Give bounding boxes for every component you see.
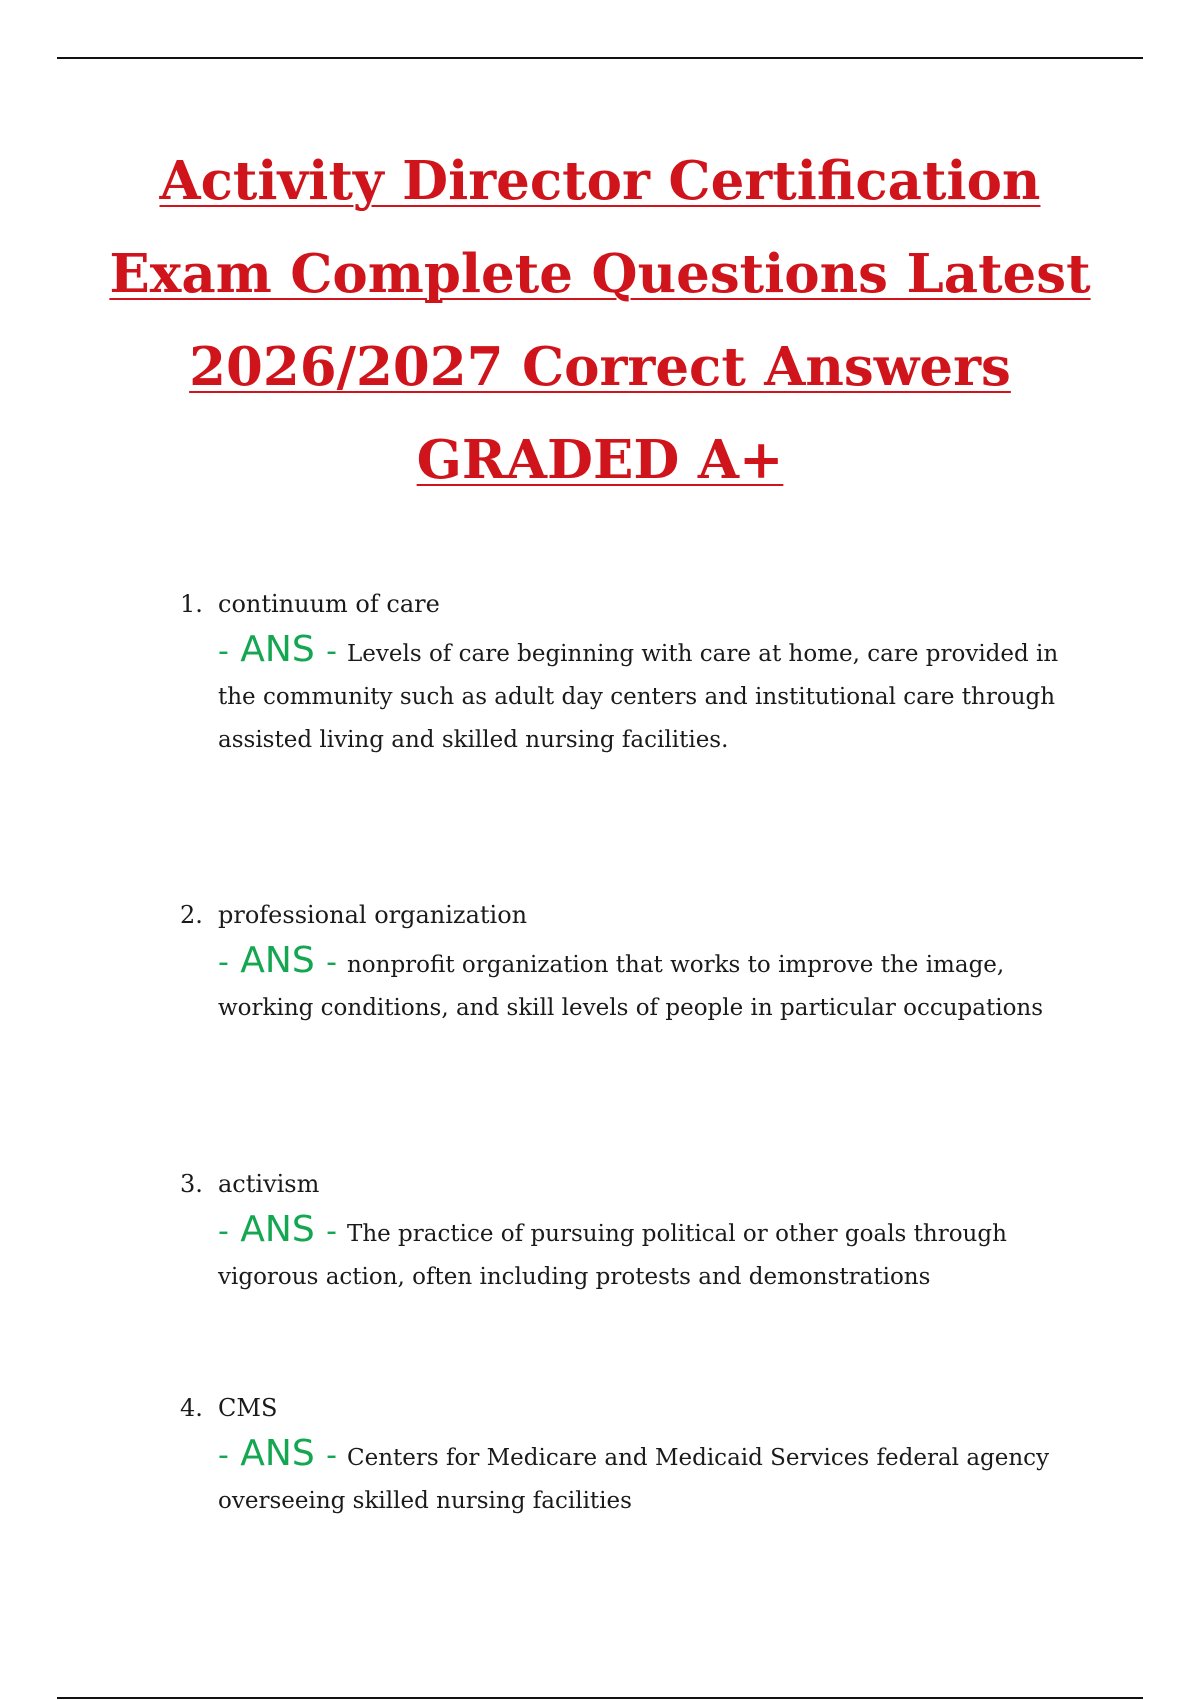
question-number: 3. [180, 1170, 203, 1198]
title-line-3: 2026/2027 Correct Answers [189, 336, 1011, 398]
question-number: 1. [180, 590, 203, 618]
title-line-1: Activity Director Certification [159, 150, 1041, 212]
title-line-2: Exam Complete Questions Latest [109, 243, 1091, 305]
ans-label: - ANS - [218, 1209, 337, 1250]
question-text: professional organization [218, 901, 528, 929]
ans-label: - ANS - [218, 940, 337, 981]
title-line-4: GRADED A+ [416, 429, 784, 491]
answer-text: Levels of care beginning with care at home, care provided in the community such as adult day centers and institutional care through assisted living and skilled nursing facilities. [218, 641, 1059, 753]
answer-text: nonprofit organization that works to improve the image, working conditions, and skill levels of people in particular occupations [218, 952, 1044, 1021]
bottom-rule [57, 1697, 1143, 1699]
question-text: CMS [218, 1394, 278, 1422]
answer-block [218, 628, 1078, 762]
answer-block [218, 1432, 1078, 1523]
ans-label: - ANS - [218, 1433, 337, 1474]
question-text: continuum of care [218, 590, 440, 618]
ans-label: - ANS - [218, 629, 337, 670]
question-number: 2. [180, 901, 203, 929]
answer-text: The practice of pursuing political or other goals through vigorous action, often including protests and demonstrations [218, 1221, 1007, 1290]
answer-block [218, 1208, 1078, 1299]
question-text: activism [218, 1170, 320, 1198]
question-number: 4. [180, 1394, 203, 1422]
answer-block [218, 939, 1078, 1030]
answer-text: Centers for Medicare and Medicaid Services federal agency overseeing skilled nursing facilities [218, 1445, 1050, 1514]
